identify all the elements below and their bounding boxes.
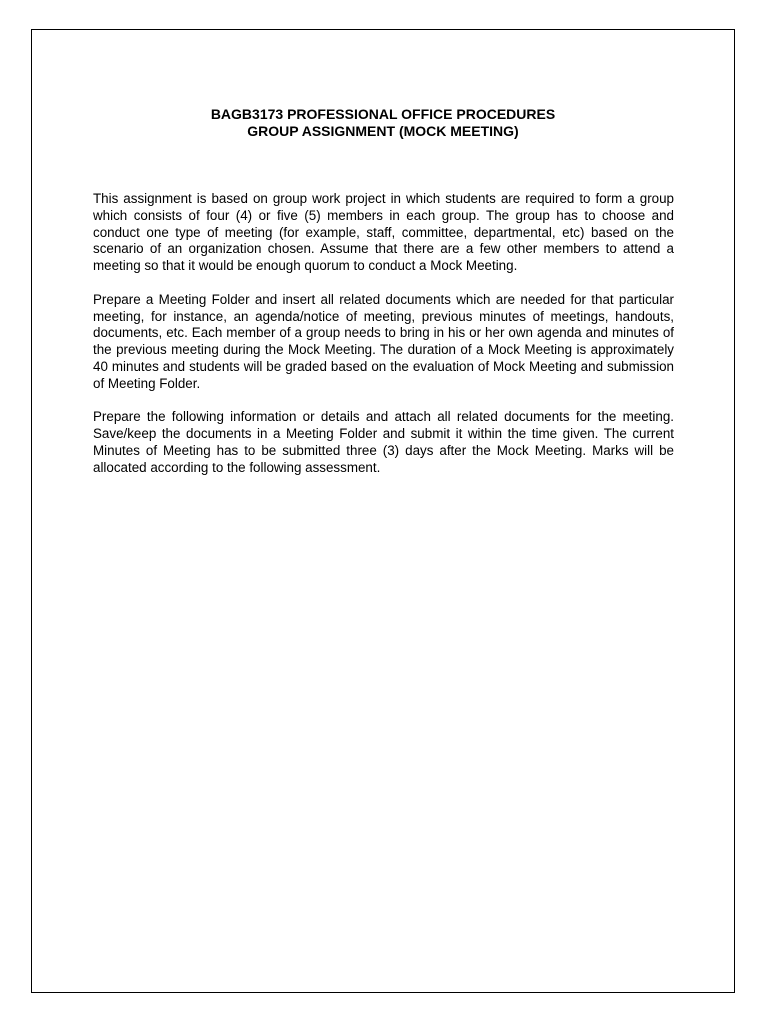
paragraph-submission: Prepare the following information or details and attach all related documents for the meeting. Save/keep the documents in a Meeting Folder and submit it within the time given. The current Minutes of Meeting has to be submitted three (3) days after the Mock Meeting. Marks will be allocated according to the following assessment. <box>93 409 674 475</box>
document-heading <box>32 106 734 140</box>
document-body <box>93 191 674 493</box>
document-page <box>31 29 735 993</box>
course-title: BAGB3173 PROFESSIONAL OFFICE PROCEDURES <box>210 106 556 122</box>
paragraph-intro: This assignment is based on group work project in which students are required to form a group which consists of four (4) or five (5) members in each group. The group has to choose and conduct one type of meeting (for example, staff, committee, departmental, etc) based on the scenario of an organization chosen. Assume that there are a few other members to attend a meeting so that it would be enough quorum to conduct a Mock Meeting. <box>93 191 674 274</box>
assignment-title: GROUP ASSIGNMENT (MOCK MEETING) <box>247 123 519 139</box>
paragraph-meeting-folder: Prepare a Meeting Folder and insert all related documents which are needed for that particular meeting, for instance, an agenda/notice of meeting, previous minutes of meetings, handouts, documents, etc. Each member of a group needs to bring in his or her own agenda and minutes of the previous meeting during the Mock Meeting. The duration of a Mock Meeting is approximately 40 minutes and students will be graded based on the evaluation of Mock Meeting and submission of Meeting Folder. <box>93 291 674 391</box>
